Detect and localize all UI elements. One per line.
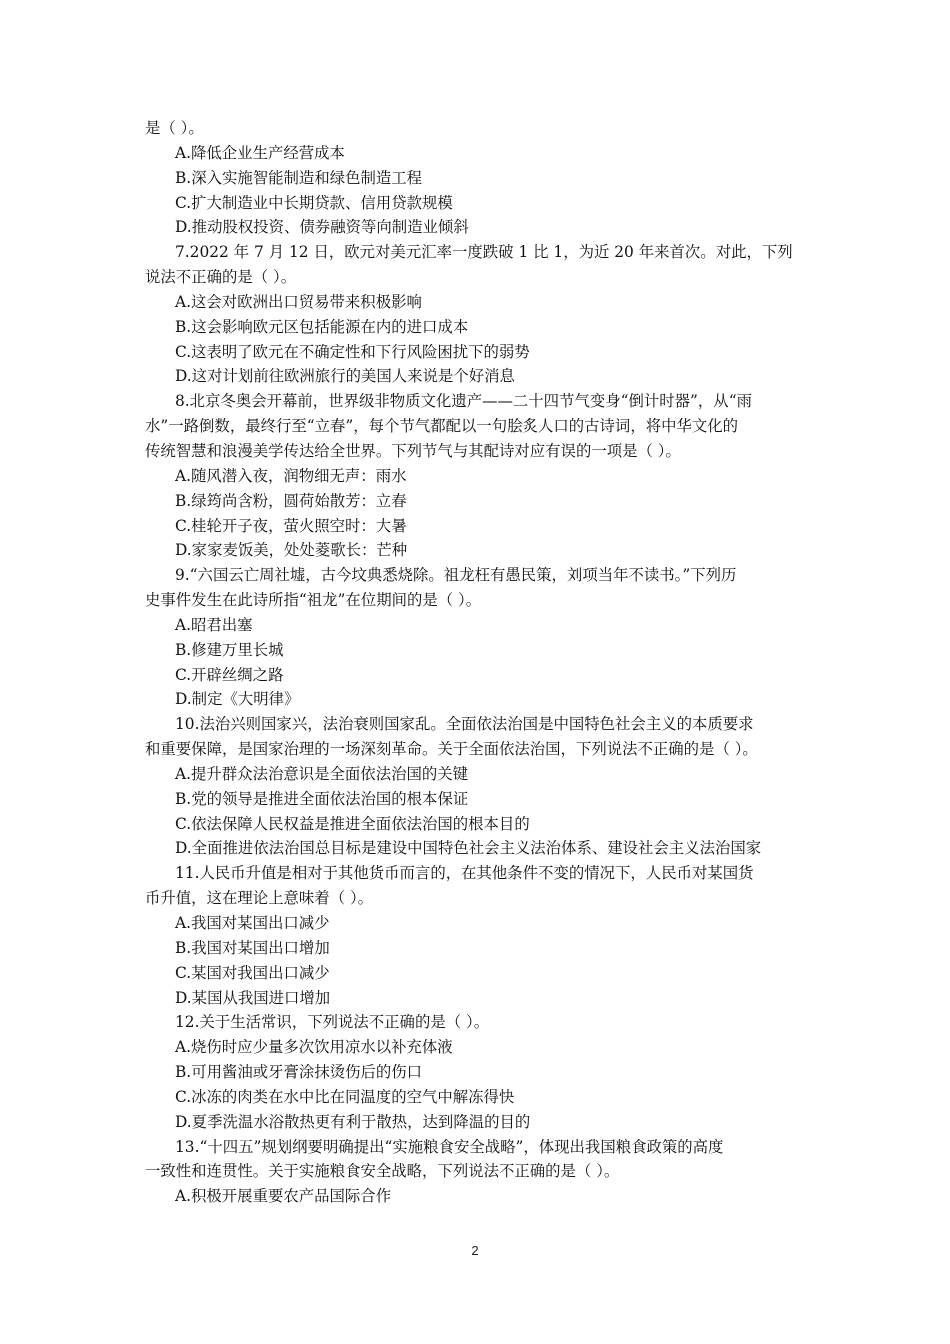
option-a: A.烧伤时应少量多次饮用凉水以补充体液 <box>175 1038 453 1057</box>
option-a: A.这会对欧洲出口贸易带来积极影响 <box>175 292 422 311</box>
option-b: B.可用酱油或牙膏涂抹烫伤后的伤口 <box>175 1063 423 1082</box>
option-b: B.这会影响欧元区包括能源在内的进口成本 <box>175 317 469 336</box>
option-a: A.提升群众法治意识是全面依法治国的关键 <box>175 764 469 783</box>
option-c: C.桂轮开子夜，萤火照空时：大暑 <box>175 516 407 535</box>
option-a: A.积极开展重要农产品国际合作 <box>175 1187 392 1206</box>
option-b: B.我国对某国出口增加 <box>175 938 330 957</box>
page-number: 2 <box>471 1243 479 1258</box>
option-b: B.党的领导是推进全面依法治国的根本保证 <box>175 789 469 808</box>
option-a: A.随风潜入夜，润物细无声：雨水 <box>175 466 407 485</box>
question-9-stem: 9.“六国云亡周社墟，古今坟典悉烧除。祖龙枉有愚民策，刘项当年不读书。”下列历 <box>175 566 737 585</box>
option-c: C.扩大制造业中长期贷款、信用贷款规模 <box>175 193 453 212</box>
question-8-stem-cont: 水”一路倒数，最终行至“立春”，每个节气都配以一句脍炙人口的古诗词，将中华文化的 <box>145 417 739 436</box>
page-content <box>145 116 817 1209</box>
question-9-stem-cont: 史事件发生在此诗所指“祖龙”在位期间的是（ ）。 <box>145 591 482 610</box>
question-7-stem-cont: 说法不正确的是（ ）。 <box>145 268 297 287</box>
option-d: D.推动股权投资、债券融资等向制造业倾斜 <box>175 218 469 237</box>
option-a: A.降低企业生产经营成本 <box>175 143 345 162</box>
option-d: D.这对计划前往欧洲旅行的美国人来说是个好消息 <box>175 367 515 386</box>
option-b: B.修建万里长城 <box>175 640 284 659</box>
option-c: C.这表明了欧元在不确定性和下行风险困扰下的弱势 <box>175 342 530 361</box>
question-11-stem: 11.人民币升值是相对于其他货币而言的，在其他条件不变的情况下，人民币对某国货 <box>175 864 754 883</box>
question-12-stem: 12.关于生活常识，下列说法不正确的是（ ）。 <box>175 1013 490 1032</box>
option-c: C.开辟丝绸之路 <box>175 665 284 684</box>
question-8-stem: 8.北京冬奥会开幕前，世界级非物质文化遗产——二十四节气变身“倒计时器”，从“雨 <box>175 392 752 411</box>
question-10-stem-cont: 和重要保障，是国家治理的一场深刻革命。关于全面依法治国，下列说法不正确的是（ ）。 <box>145 740 758 759</box>
option-d: D.制定《大明律》 <box>175 690 300 709</box>
option-d: D.家家麦饭美，处处菱歌长：芒种 <box>175 541 408 560</box>
text-line: 是（ ）。 <box>145 119 204 137</box>
option-d: D.夏季洗温水浴散热更有利于散热，达到降温的目的 <box>175 1112 531 1131</box>
question-13-stem: 13.“十四五”规划纲要明确提出“实施粮食安全战略”，体现出我国粮食政策的高度 <box>175 1137 724 1156</box>
option-c: C.依法保障人民权益是推进全面依法治国的根本目的 <box>175 814 530 833</box>
option-c: C.冰冻的肉类在水中比在同温度的空气中解冻得快 <box>175 1087 515 1106</box>
option-c: C.某国对我国出口减少 <box>175 963 330 982</box>
question-13-stem-cont: 一致性和连贯性。关于实施粮食安全战略，下列说法不正确的是（ ）。 <box>145 1162 620 1181</box>
option-a: A.我国对某国出口减少 <box>175 914 330 932</box>
option-d: D.某国从我国进口增加 <box>175 988 331 1007</box>
question-11-stem-cont: 币升值，这在理论上意味着（ ）。 <box>145 889 374 908</box>
question-10-stem: 10.法治兴则国家兴，法治衰则国家乱。全面依法治国是中国特色社会主义的本质要求 <box>175 715 754 734</box>
option-a: A.昭君出塞 <box>175 615 253 634</box>
option-b: B.深入实施智能制造和绿色制造工程 <box>175 168 423 187</box>
option-d: D.全面推进依法治国总目标是建设中国特色社会主义法治体系、建设社会主义法治国家 <box>175 839 762 858</box>
option-b: B.绿筠尚含粉，圆荷始散芳：立春 <box>175 491 407 510</box>
question-7-stem: 7.2022 年 7 月 12 日，欧元对美元汇率一度跌破 1 比 1，为近 20 年来首次。对此，下列 <box>175 243 793 262</box>
question-8-stem-cont: 传统智慧和浪漫美学传达给全世界。下列节气与其配诗对应有误的一项是（ ）。 <box>145 441 681 460</box>
